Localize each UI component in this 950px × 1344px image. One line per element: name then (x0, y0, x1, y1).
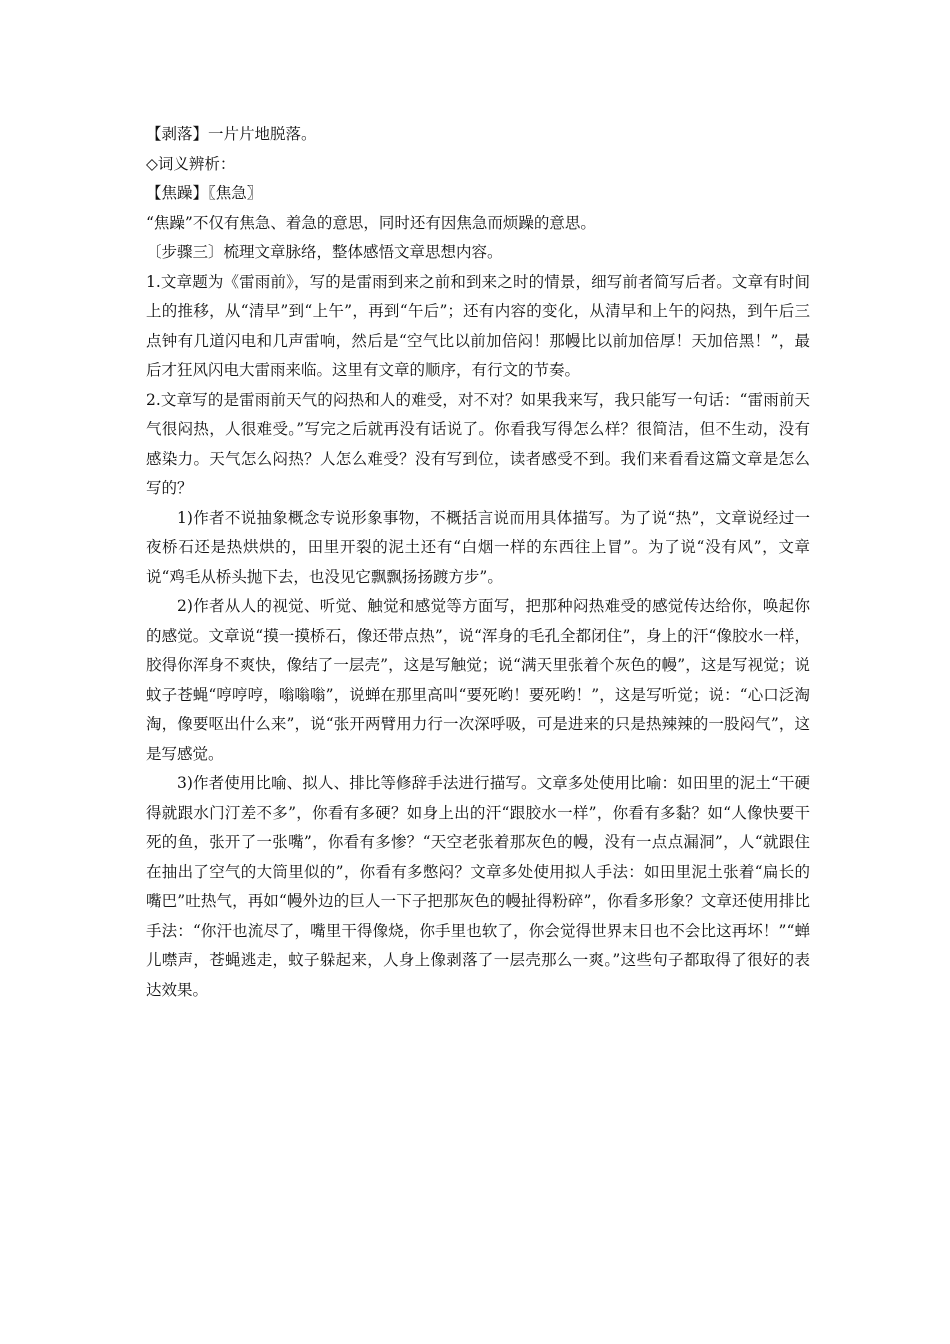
paragraph-1: 1.文章题为《雷雨前》，写的是雷雨到来之前和到来之时的情景，细写前者简写后者。文章有时间上的推移，从“清早”到“上午”，再到“午后”；还有内容的变化，从清早和上午的闷热，到午后三点钟有几道闪电和几声雷响，然后是“空气比以前加倍闷！那幔比以前加倍厚！天加倍黑！”，最后才狂风闪电大雷雨来临。这里有文章的顺序，有行文的节奏。 (146, 272, 810, 379)
definition-jiao-zao-heading: 【焦躁】〖焦急〗 (146, 184, 263, 202)
document-body (146, 120, 810, 1005)
paragraph-4: 2)作者从人的视觉、听觉、触觉和感觉等方面写，把那种闷热难受的感觉传达给你，唤起你的感觉。文章说“摸一摸桥石，像还带点热”，说“浑身的毛孔全都闭住”，身上的汗“像胶水一样，胶得你浑身不爽快，像结了一层壳”，这是写触觉；说“满天里张着个灰色的幔”，这是写视觉；说蚊子苍蝇“哼哼哼，嗡嗡嗡”，说蝉在那里高叫“要死哟！要死哟！”，这是写听觉；说：“心口泛淘淘，像要呕出什么来”，说“张开两臂用力行一次深呼吸，可是进来的只是热辣辣的一股闷气”，这是写感觉。 (146, 597, 810, 763)
paragraph-2: 2.文章写的是雷雨前天气的闷热和人的难受，对不对？如果我来写，我只能写一句话：“雷雨前天气很闷热，人很难受。”写完之后就再没有话说了。你看我写得怎么样？很简洁，但不生动，没有感染力。天气怎么闷热？人怎么难受？没有写到位，读者感受不到。我们来看看这篇文章是怎么写的？ (146, 390, 810, 497)
paragraph-5: 3)作者使用比喻、拟人、排比等修辞手法进行描写。文章多处使用比喻：如田里的泥土“干硬得就跟水门汀差不多”，你看有多硬？如身上出的汗“跟胶水一样”，你看有多黏？如“人像快要干死的鱼，张开了一张嘴”，你看有多惨？“天空老张着那灰色的幔，没有一点点漏洞”，人“就跟住在抽出了空气的大筒里似的”，你看有多憋闷？文章多处使用拟人手法：如田里泥土张着“扁长的嘴巴”吐热气，再如“幔外边的巨人一下子把那灰色的幔扯得粉碎”，你看多形象？文章还使用排比手法：“你汗也流尽了，嘴里干得像烧，你手里也软了，你会觉得世界末日也不会比这再坏！”“蝉儿噤声，苍蝇逃走，蚊子躲起来，人身上像剥落了一层壳那么一爽。”这些句子都取得了很好的表达效果。 (146, 774, 810, 999)
word-analysis-heading: ◇词义辨析： (146, 154, 236, 173)
definition-bo-luo: 【剥落】一片片地脱落。 (146, 125, 317, 143)
definition-jiao-zao-text: “焦躁”不仅有焦急、着急的意思，同时还有因焦急而烦躁的意思。 (146, 213, 596, 232)
paragraph-3: 1)作者不说抽象概念专说形象事物，不概括言说而用具体描写。为了说“热”，文章说经过一夜桥石还是热烘烘的，田里开裂的泥土还有“白烟一样的东西往上冒”。为了说“没有风”，文章说“鸡毛从桥头抛下去，也没见它飘飘扬扬踱方步”。 (146, 508, 810, 586)
step-three-heading: 〔步骤三〕梳理文章脉络，整体感悟文章思想内容。 (146, 243, 503, 261)
